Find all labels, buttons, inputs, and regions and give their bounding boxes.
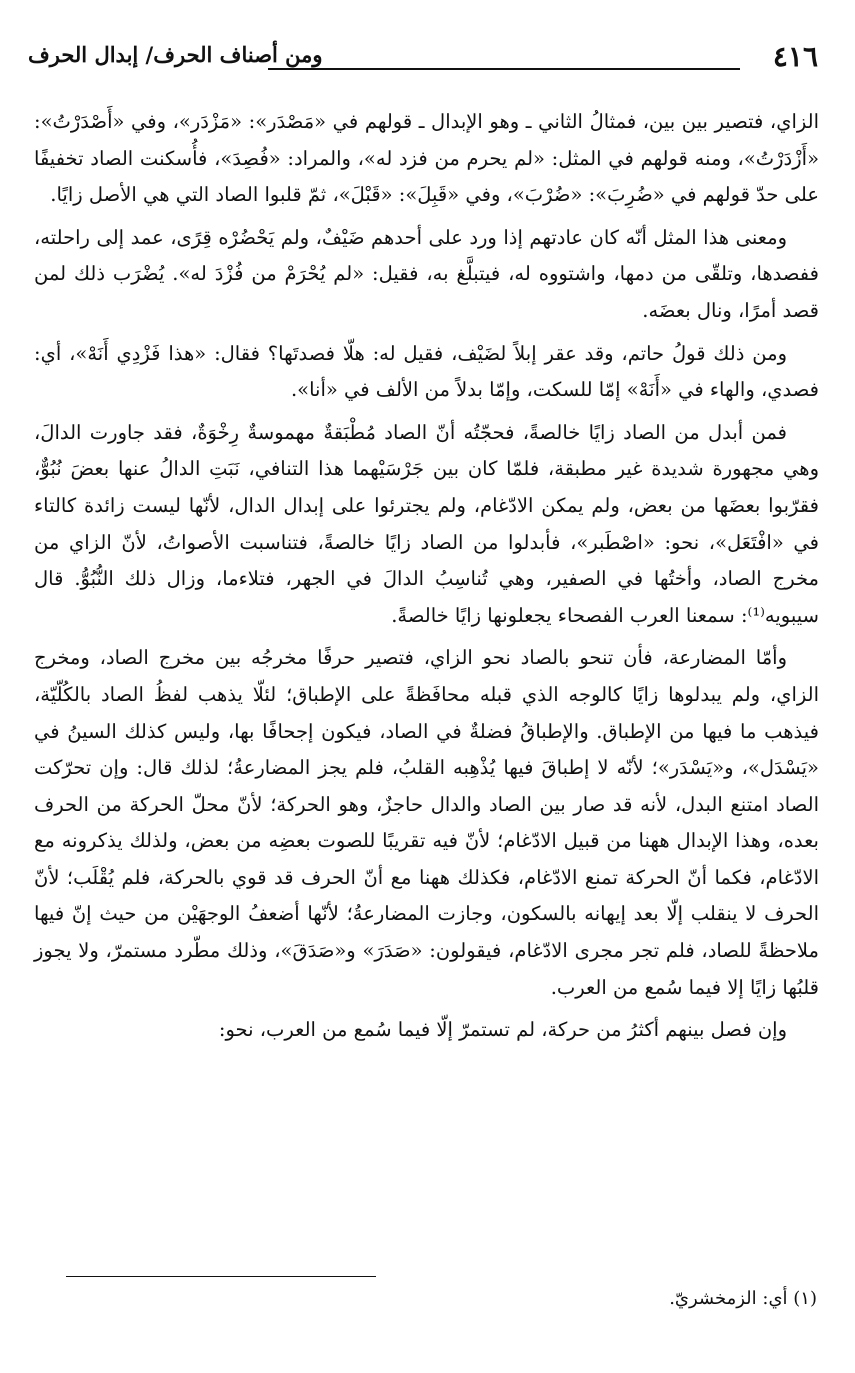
paragraph: وأمّا المضارعة، فأن تنحو بالصاد نحو الزاي، فتصير حرفًا مخرجُه بين مخرج الصاد، ومخرج الزاي، ولم يبدلوها زايًا كالوجه الذي قبله محافَظةً على الإطباق؛ لئلّا يذهب لفظُ الصاد بالكُلّيّة، فيذهب ما فيها من الإطباق. والإطباقُ فضلةٌ في الصاد، فيكون إجحافًا بها، وليس كذلك السينُ في «يَسْدَل»، و«يَسْدَر»؛ لأنّه لا إطباقَ فيها يُذْهِبه القلبُ، فلم يجز المضارعةُ؛ لذلك قال: وإن تحرّكت الصاد امتنع البدل، لأنه قد صار بين الصاد والدال حاجزٌ، وهو الحركة؛ لأنّ محلّ الحركة من الحرف بعده، وهذا الإبدال ههنا من قبيل الادّغام؛ لأنّ فيه تقريبًا للصوت بعضِه من بعض، ولذلك يذكرونه مع الادّغام، فكما أنّ الحركة تمنع الادّغام، فكذلك ههنا مع أنّ الحرف قد قوي بالحركة، فلم يُقْلَب؛ لأنّ الحرف لا ينقلب إلّا بعد إيهانه بالسكون، وجازت المضارعةُ؛ لأنّها أضعفُ الوجهَيْن من حيث إنّ فيها ملاحظةً للصاد، فلم تجر مجرى الادّغام، فيقولون: «صَدَرَ» و«صَدَقَ»، وذلك مطّرد مستمرّ، ولا يجوز قلبُها زايًا إلا فيما سُمع من العرب. (34, 646, 819, 999)
paragraph: وإن فصل بينهم أكثرُ من حركة، لم تستمرّ إلّا فيما سُمع من العرب، نحو: (218, 1018, 787, 1042)
page-number: ٤١٦ (772, 40, 818, 73)
paragraph: ومن ذلك قولُ حاتم، وقد عقر إبلاً لضَيْف، فقيل له: هلّا فصدتَها؟ فقال: «هذا فَزْدِي أَنَهْ»، أي: فصدي، والهاء في «أَنَهْ» إمّا للسكت، وإمّا بدلاً من الألف في «أنا». (34, 341, 819, 402)
body-text (34, 104, 819, 1055)
paragraph: الزاي، فتصير بين بين، فمثالُ الثاني ـ وهو الإبدال ـ قولهم في «مَصْدَر»: «مَزْدَر»، وفي «أَصْدَرْتُ»: «أَزْدَرْتُ»، ومنه قولهم في المثل: «لم يحرم من فزد له»، والمراد: «فُصِدَ»، فأُسكنت الصاد تخفيفًا على حدّ قولهم في «ضُرِبَ»: «ضُرْبَ»، وفي «قَبِلَ»: «قَبْلَ»، ثمّ قلبوا الصاد التي هي الأصل زايًا. (34, 110, 819, 207)
footnote-separator (66, 1276, 376, 1277)
page-header (28, 38, 818, 78)
paragraph: فمن أبدل من الصاد زايًا خالصةً، فحجّتُه أنّ الصاد مُطْبَقةٌ مهموسةٌ رِخْوَةٌ، فقد جاورت الدالَ، وهي مجهورة شديدة غير مطبقة، فلمّا كان بين جَرْسَيْهما هذا التنافي، نَبَتِ الدالُ عنها بعضَ نُبُوٌّ، فقرّبوا بعضَها من بعض، ولم يمكن الادّغام، ولم يجترئوا على إبدال الدال، لأنّها ليست زائدة كالتاء في «افْتَعَل»، نحو: «اصْطَبر»، فأبدلوا من الصاد زايًا خالصةً، فتناسبت الأصواتُ، لأنّ الزاي من مخرج الصاد، وأختُها في الصفير، وهي تُناسِبُ الدالَ في الجهر، فتلاءما، وزال ذلك النُّبُوُّ. قال سيبويه⁽¹⁾: سمعنا العرب الفصحاء يجعلونها زايًا خالصةً. (34, 420, 819, 627)
footnote: (١) أي: الزمخشريّ. (669, 1288, 817, 1309)
running-title: ومن أصناف الحرف/ إبدال الحرف (28, 42, 323, 67)
header-rule (268, 68, 740, 70)
paragraph: ومعنى هذا المثل أنّه كان عادتهم إذا ورد على أحدهم ضَيْفٌ، ولم يَحْضُرْه قِرًى، عمد إلى راحلته، ففصدها، وتلقّى من دمها، واشتووه له، فيتبلَّغ به، فقيل: «لم يُحْرَمْ من فُزْدَ له». يُضْرَب ذلك لمن قصد أمرًا، ونال بعضَه. (34, 225, 819, 322)
